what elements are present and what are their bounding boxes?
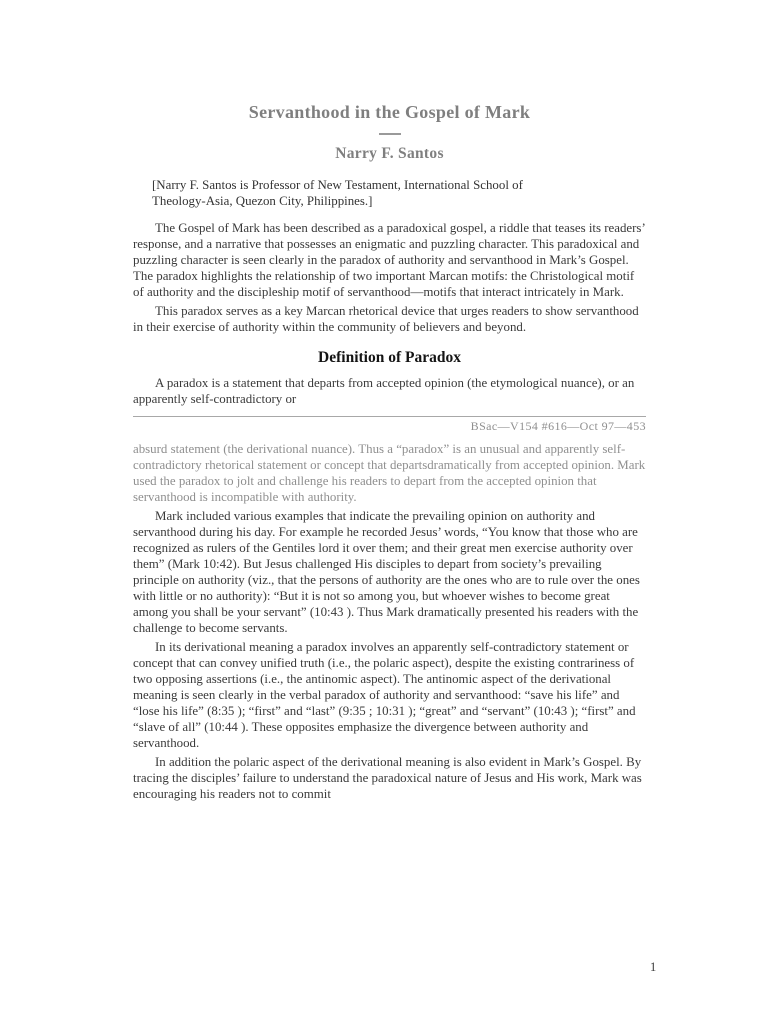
paragraph-definition-start: A paradox is a statement that departs from accepted opinion (the etymological nuance), or an apparently self-contradictory or — [133, 376, 635, 406]
article-author: Narry F. Santos — [335, 145, 444, 162]
page-break-rule — [133, 416, 646, 417]
paragraph-definition-continuation: absurd statement (the derivational nuance). Thus a “paradox” is an unusual and apparently self-contradictory rhetorical statement or concept that departsdramatically from accepted opinion. Mark used the paradox to jolt and challenge his readers to depart from the accepted opinion that servanthood is incompatible with authority. — [133, 442, 646, 504]
paragraph-examples: Mark included various examples that indicate the prevailing opinion on authority and servanthood during his day. For example he recorded Jesus’ words, “You know that those who are recognized as rulers of the Gentiles lord it over them; and their great men exercise authority over them” (Mark 10:42). But Jesus challenged His disciples to depart from society’s prevailing principle on authority (viz., that the persons of authority are the ones who are to rule over the ones with little or no authority): “But it is not so among you, but whoever wishes to become great among you shall be your servant” (10:43 ). Thus Mark dramatically presented his readers with the challenge to become servants. — [133, 509, 640, 635]
section-heading-definition-of-paradox: Definition of Paradox — [318, 349, 461, 366]
paragraph-derivational-meaning: In its derivational meaning a paradox involves an apparently self-contradictory statement or concept that can convey unified truth (i.e., the polaric aspect), despite the existing contrariness of two opposing assertions (i.e., the antinomic aspect). The antinomic aspect of the derivational meaning is seen clearly in the verbal paradox of authority and servanthood: “save his life” and “lose his life” (8:35 ); “first” and “last” (9:35 ; 10:31 ); “great” and “servant” (10:43 ); “first” and “slave of all” (10:44 ). These opposites emphasize the divergence between authority and servanthood. — [133, 640, 636, 750]
paragraph-intro-1: The Gospel of Mark has been described as a paradoxical gospel, a riddle that teases its readers’ response, and a narrative that possesses an enigmatic and puzzling character. This paradoxical and puzzling character is seen clearly in the paradox of authority and servanthood in Mark’s Gospel. The paradox highlights the relationship of two important Marcan motifs: the Christological motif of authority and the discipleship motif of servanthood—motifs that interact intricately in Mark. — [133, 221, 645, 299]
source-citation-label: BSac—V154 #616—Oct 97—453 — [470, 419, 646, 433]
page-number: 1 — [650, 960, 657, 974]
title-author-divider — [379, 133, 401, 135]
article-title: Servanthood in the Gospel of Mark — [248, 102, 531, 122]
paragraph-polaric-aspect: In addition the polaric aspect of the derivational meaning is also evident in Mark’s Gospel. By tracing the disciples’ failure to understand the paradoxical nature of Jesus and His work, Mark was encouraging his readers not to commit — [133, 755, 642, 801]
document-content — [133, 0, 646, 802]
paragraph-intro-2: This paradox serves as a key Marcan rhetorical device that urges readers to show servanthood in their exercise of authority within the community of believers and beyond. — [133, 304, 639, 334]
author-affiliation: [Narry F. Santos is Professor of New Testament, International School of Theology-Asia, Quezon City, Philippines.] — [152, 178, 523, 208]
